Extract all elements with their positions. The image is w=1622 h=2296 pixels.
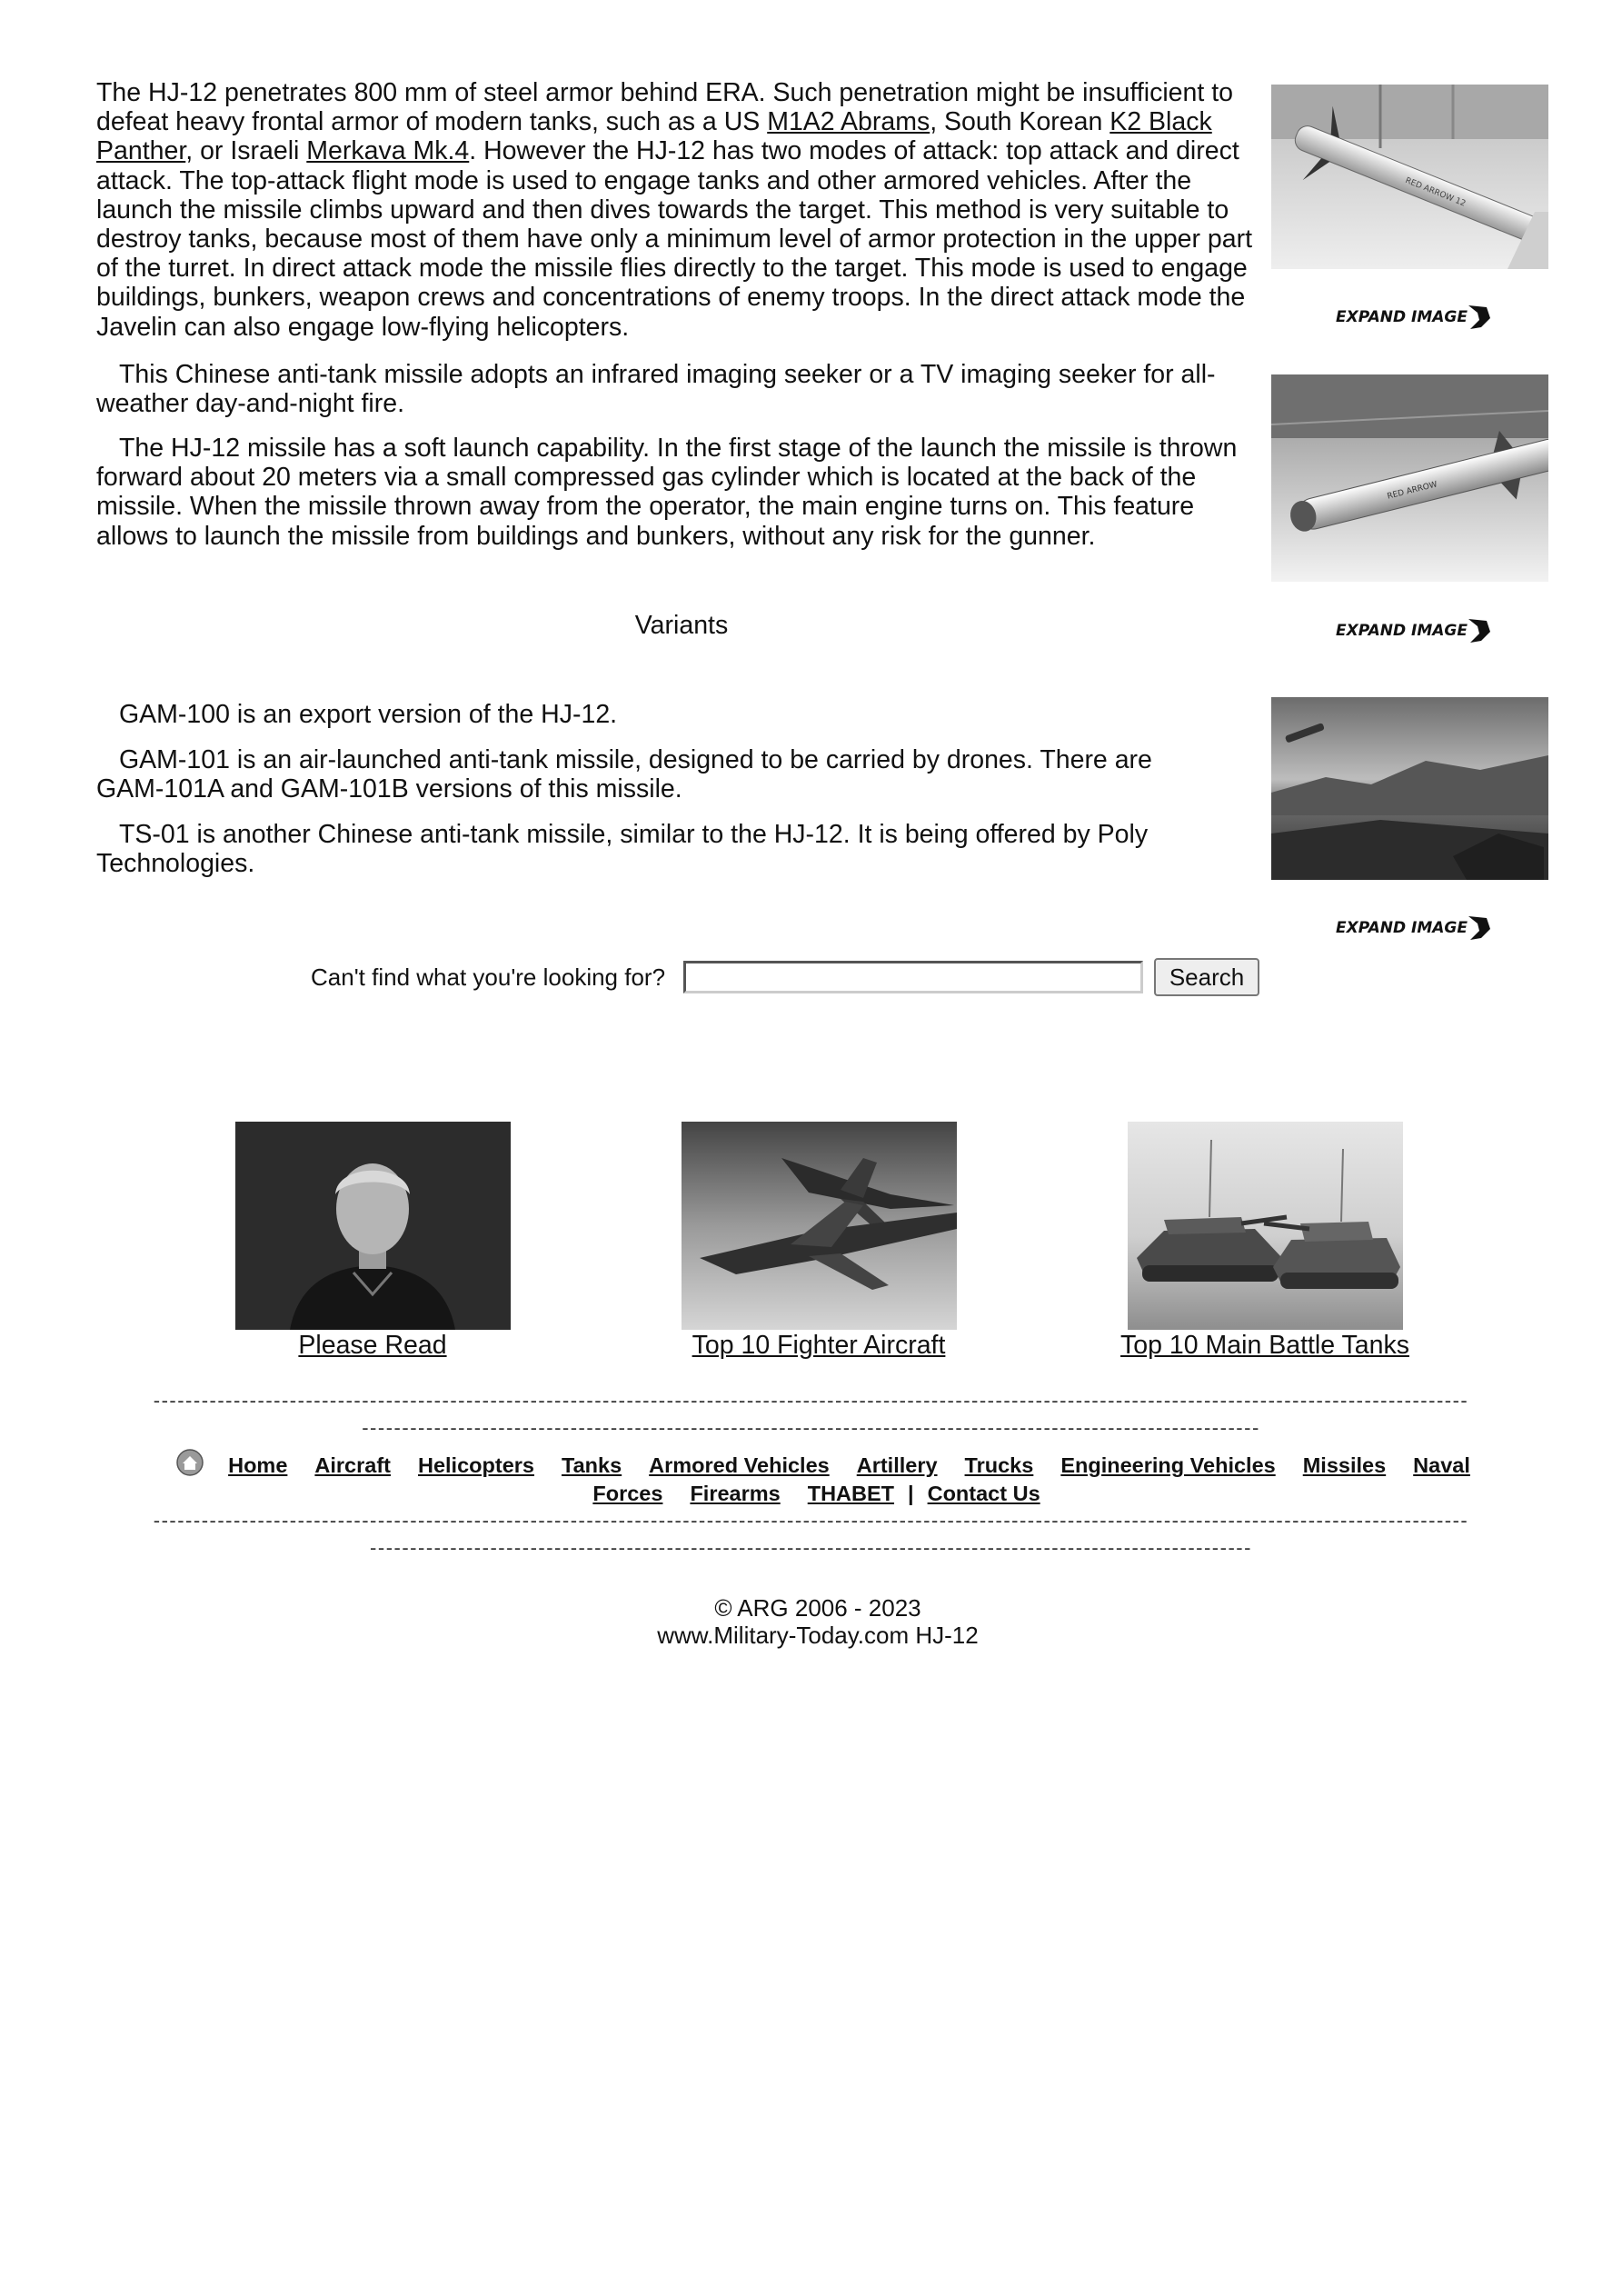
nav-armored-vehicles[interactable]: Armored Vehicles <box>649 1453 830 1477</box>
variant-gam-101: GAM-101 is an air-launched anti-tank missile, designed to be carried by drones. There are GAM-101A and GAM-101B versions of this missile. <box>96 745 1152 804</box>
nav-firearms[interactable]: Firearms <box>690 1482 781 1505</box>
home-icon[interactable] <box>176 1449 204 1476</box>
search-label: Can't find what you're looking for? <box>311 963 666 991</box>
separator-line: -------------------------------------------------------------------------------------------------------------------------------------------------------------------- <box>153 1389 1469 1412</box>
nav-thabet[interactable]: THABET <box>807 1482 895 1505</box>
paragraph-text: , South Korean <box>930 107 1110 137</box>
footer-navigation <box>96 1449 1550 1508</box>
author-portrait-image[interactable] <box>235 1122 511 1330</box>
nav-aircraft[interactable]: Aircraft <box>314 1453 391 1477</box>
article-paragraph-2: This Chinese anti-tank missile adopts an infrared imaging seeker or a TV imaging seeker for all-weather day-and-night fire. <box>96 360 1216 419</box>
top-10-fighter-aircraft-link[interactable]: Top 10 Fighter Aircraft <box>692 1331 946 1360</box>
link-merkava-mk4[interactable]: Merkava Mk.4 <box>306 136 470 166</box>
expand-image-button[interactable] <box>1334 612 1498 648</box>
link-m1a2-abrams[interactable]: M1A2 Abrams <box>767 107 930 137</box>
nav-artillery[interactable]: Artillery <box>856 1453 938 1477</box>
variants-heading: Variants <box>634 611 729 640</box>
nav-missiles[interactable]: Missiles <box>1302 1453 1387 1477</box>
missile-display-image[interactable] <box>1271 85 1548 269</box>
feature-top-10-tanks <box>1092 1122 1438 1361</box>
feature-please-read <box>200 1122 545 1361</box>
nav-separator: | <box>908 1482 914 1505</box>
top-10-main-battle-tanks-link[interactable]: Top 10 Main Battle Tanks <box>1120 1331 1409 1360</box>
footer <box>0 1594 1622 1649</box>
nav-contact-us[interactable]: Contact Us <box>927 1482 1040 1505</box>
expand-image-label: EXPAND IMAGE <box>1336 622 1468 640</box>
battle-tanks-image[interactable] <box>1128 1122 1403 1330</box>
variant-ts-01: TS-01 is another Chinese anti-tank missile, similar to the HJ-12. It is being offered by Poly Technologies. <box>96 820 1149 879</box>
missile-launch-field-image[interactable] <box>1271 697 1548 880</box>
article-paragraph-3: The HJ-12 missile has a soft launch capability. In the first stage of the launch the missile is thrown forward about 20 meters via a small compressed gas cylinder which is located at the back of the missile. When the missile thrown away from the operator, the main engine turns on. This feature allows to launch the missile from buildings and bunkers, without any risk for the gunner. <box>96 434 1238 551</box>
arrow-icon <box>1468 619 1490 643</box>
expand-image-button[interactable] <box>1334 909 1498 945</box>
variant-gam-100: GAM-100 is an export version of the HJ-12. <box>119 700 618 729</box>
arrow-icon <box>1468 916 1490 940</box>
nav-tanks[interactable]: Tanks <box>561 1453 622 1477</box>
feature-top-10-fighter <box>646 1122 991 1361</box>
copyright-text: © ARG 2006 - 2023 <box>714 1594 921 1622</box>
paragraph-text: The HJ-12 penetrates 800 mm of steel armor behind ERA. Such penetration might be insufficient to defeat heavy frontal armor of modern tanks, such as a US <box>96 78 1233 137</box>
please-read-link[interactable]: Please Read <box>298 1331 447 1360</box>
separator-line: -------------------------------------------------------------------------------------------------------------- <box>370 1536 1252 1559</box>
nav-home[interactable]: Home <box>228 1453 288 1477</box>
svg-text:RED ARROW: RED ARROW <box>1386 480 1438 502</box>
missile-closeup-image[interactable] <box>1271 374 1548 582</box>
article-paragraph-1 <box>96 78 1259 342</box>
separator-line: ---------------------------------------------------------------------------------------------------------------- <box>362 1416 1260 1439</box>
search-button[interactable]: Search <box>1154 958 1259 996</box>
separator-line: -------------------------------------------------------------------------------------------------------------------------------------------------------------------- <box>153 1509 1469 1532</box>
link-k2-black-panther[interactable]: K2 Black Panther <box>96 107 1212 166</box>
paragraph-text: , or Israeli <box>185 136 307 166</box>
search-input[interactable] <box>683 961 1143 993</box>
search-bar <box>311 957 1259 997</box>
expand-image-label: EXPAND IMAGE <box>1336 308 1468 326</box>
expand-image-label: EXPAND IMAGE <box>1336 919 1468 937</box>
nav-naval-forces[interactable]: Naval Forces <box>592 1453 1470 1505</box>
fighter-aircraft-image[interactable] <box>682 1122 957 1330</box>
nav-trucks[interactable]: Trucks <box>964 1453 1034 1477</box>
arrow-icon <box>1468 305 1490 329</box>
nav-engineering-vehicles[interactable]: Engineering Vehicles <box>1060 1453 1276 1477</box>
paragraph-text: . However the HJ-12 has two modes of attack: top attack and direct attack. The top-attack flight mode is used to engage tanks and other armored vehicles. After the launch the missile climbs upward and then dives towards the target. This method is very suitable to destroy tanks, because most of them have only a minimum level of armor protection in the upper part of the turret. In direct attack mode the missile flies directly to the target. This mode is used to engage buildings, bunkers, weapon crews and concentrations of enemy troops. In the direct attack mode the Javelin can also engage low-flying helicopters. <box>96 136 1253 342</box>
site-name-text: www.Military-Today.com HJ-12 <box>657 1622 979 1649</box>
nav-helicopters[interactable]: Helicopters <box>417 1453 534 1477</box>
svg-text:RED ARROW 12: RED ARROW 12 <box>1403 175 1468 209</box>
expand-image-button[interactable] <box>1334 298 1498 334</box>
